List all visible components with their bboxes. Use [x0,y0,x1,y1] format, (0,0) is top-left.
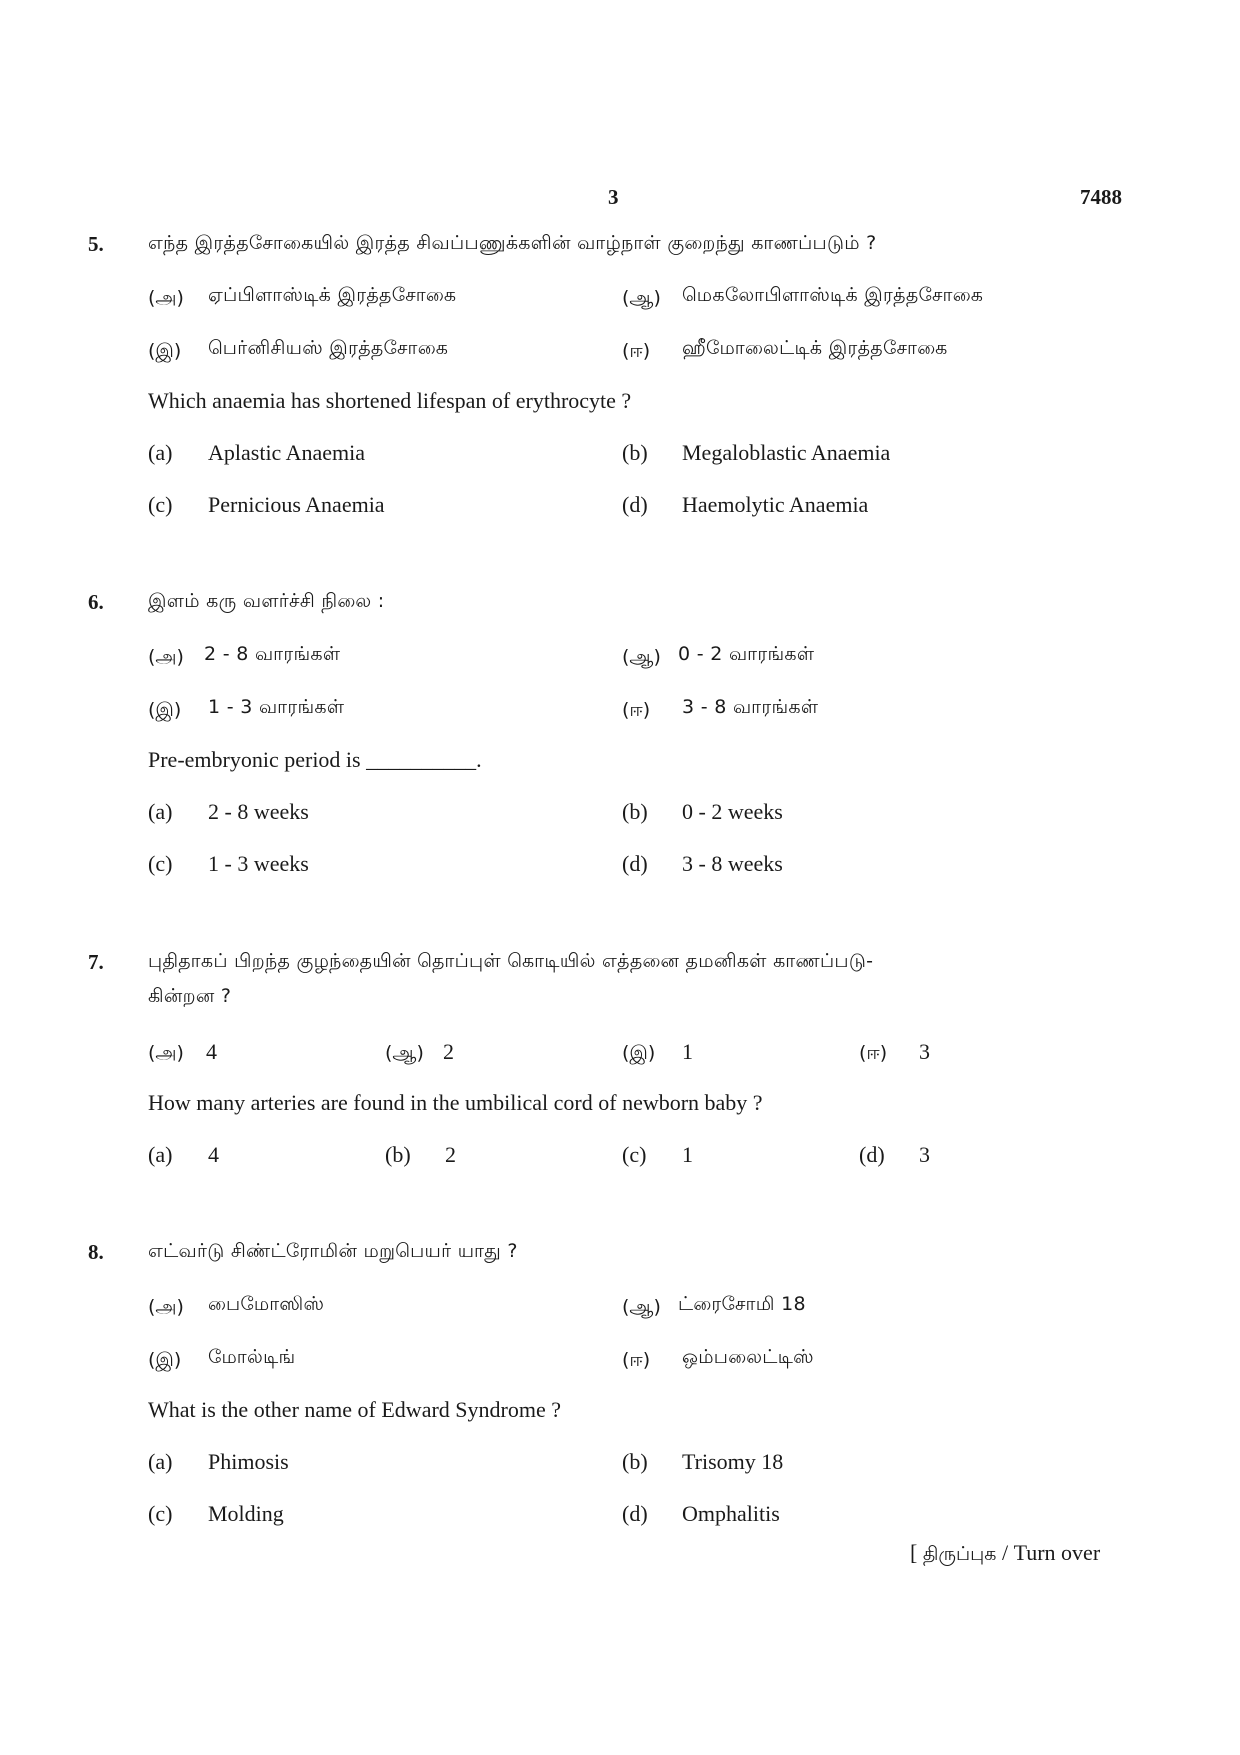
footer-tamil: திருப்புக [922,1543,997,1565]
tamil-option-a [148,284,457,312]
option-label: (a) [148,799,173,824]
footer-separator: / [1001,1540,1009,1565]
tamil-option-b [385,1039,454,1067]
option-label: (அ) [148,1296,184,1318]
option-text: 4 [206,1039,217,1064]
option-label: (ஆ) [622,287,661,309]
option-label: (ஆ) [622,1296,661,1318]
option-label: (ஆ) [622,646,661,668]
option-label: (ஈ) [859,1042,888,1064]
option-text: 3 - 8 weeks [682,851,783,876]
tamil-option-d [622,1346,814,1374]
tamil-option-c [622,1039,693,1067]
option-label: (b) [622,799,648,824]
english-option-d [859,1142,930,1168]
english-option-d [622,1501,780,1527]
english-option-c [622,1142,693,1168]
english-option-c [148,851,309,877]
english-option-c [148,1501,284,1527]
english-question: Which anaemia has shortened lifespan of erythrocyte ? [148,388,632,413]
english-option-a [148,1142,219,1168]
option-text: 2 - 8 வாரங்கள் [204,643,341,665]
english-question: What is the other name of Edward Syndrome ? [148,1397,561,1422]
tamil-option-c [148,337,449,365]
option-text: 1 - 3 வாரங்கள் [208,696,345,718]
option-label: (d) [622,1501,648,1526]
question-number: 5. [88,232,104,256]
option-label: (அ) [148,1042,184,1064]
option-text: Trisomy 18 [682,1449,784,1474]
option-text: 4 [208,1142,219,1167]
option-text: ட்ரைசோமி 18 [678,1293,806,1315]
option-text: 3 [919,1039,930,1064]
tamil-option-d [622,696,819,724]
question-number: 6. [88,590,104,614]
question-number: 8. [88,1240,104,1264]
option-label: (ஈ) [622,699,651,721]
option-label: (b) [622,440,648,465]
option-label: (c) [148,1501,173,1526]
option-text: Aplastic Anaemia [208,440,366,465]
footer-english: Turn over [1013,1540,1101,1565]
option-label: (a) [148,1142,173,1167]
option-label: (அ) [148,287,184,309]
english-option-b [622,440,891,466]
option-text: 0 - 2 weeks [682,799,783,824]
option-label: (d) [859,1142,885,1167]
option-label: (இ) [148,1349,182,1371]
english-option-d [622,851,783,877]
english-option-d [622,492,869,518]
option-text: 0 - 2 வாரங்கள் [678,643,815,665]
option-text: Omphalitis [682,1501,780,1526]
english-option-c [148,492,385,518]
english-option-b [622,1449,784,1475]
option-label: (d) [622,492,648,517]
option-text: மோல்டிங் [208,1346,296,1368]
paper-code: 7488 [1080,185,1122,209]
option-label: (a) [148,1449,173,1474]
option-label: (அ) [148,646,184,668]
tamil-question-line-1: புதிதாகப் பிறந்த குழந்தையின் தொப்புள் கொடியில் எத்தனை தமனிகள் காணப்படு- [148,950,874,972]
option-label: (a) [148,440,173,465]
option-label: (ஈ) [622,340,651,362]
english-option-a [148,440,366,466]
tamil-option-c [148,1346,296,1374]
question-number: 7. [88,950,104,974]
tamil-option-b [622,1293,806,1321]
option-label: (d) [622,851,648,876]
option-label: (c) [148,492,173,517]
tamil-option-b [622,643,815,671]
tamil-option-b [622,284,984,312]
tamil-option-a [148,1293,325,1321]
english-option-a [148,799,309,825]
option-text: 1 - 3 weeks [208,851,309,876]
english-question: How many arteries are found in the umbilical cord of newborn baby ? [148,1090,763,1115]
option-text: Molding [208,1501,284,1526]
option-label: (இ) [148,699,182,721]
option-text: மெகலோபிளாஸ்டிக் இரத்தசோகை [682,284,984,306]
footer-bracket: [ [910,1540,918,1565]
option-label: (ஆ) [385,1042,424,1064]
option-label: (ஈ) [622,1349,651,1371]
option-text: Megaloblastic Anaemia [682,440,891,465]
option-text: 2 [443,1039,454,1064]
option-text: 2 - 8 weeks [208,799,309,824]
english-option-a [148,1449,289,1475]
option-text: ஹீமோலைட்டிக் இரத்தசோகை [682,337,948,359]
option-text: Pernicious Anaemia [208,492,385,517]
option-text: 1 [682,1142,693,1167]
option-text: ஒம்பலைட்டிஸ் [682,1346,814,1368]
option-text: பைமோஸிஸ் [208,1293,325,1315]
tamil-question: இளம் கரு வளர்ச்சி நிலை : [148,590,385,612]
tamil-option-d [622,337,948,365]
english-option-b [385,1142,456,1168]
tamil-question: எட்வர்டு சிண்ட்ரோமின் மறுபெயர் யாது ? [148,1240,518,1262]
turn-over-note [910,1540,1100,1568]
option-label: (b) [385,1142,411,1167]
page-number: 3 [608,185,619,209]
tamil-question-line-2: கின்றன ? [148,985,232,1007]
option-text: 1 [682,1039,693,1064]
tamil-option-d [859,1039,930,1067]
tamil-option-a [148,643,341,671]
option-text: பெர்னிசியஸ் இரத்தசோகை [208,337,449,359]
option-text: Haemolytic Anaemia [682,492,869,517]
option-text: 3 [919,1142,930,1167]
english-question: Pre-embryonic period is __________. [148,747,482,772]
option-label: (c) [148,851,173,876]
tamil-option-c [148,696,345,724]
option-label: (இ) [622,1042,656,1064]
tamil-question: எந்த இரத்தசோகையில் இரத்த சிவப்பணுக்களின் வாழ்நாள் குறைந்து காணப்படும் ? [148,232,877,254]
option-text: 2 [445,1142,456,1167]
option-text: 3 - 8 வாரங்கள் [682,696,819,718]
option-text: ஏப்பிளாஸ்டிக் இரத்தசோகை [208,284,457,306]
option-label: (இ) [148,340,182,362]
option-label: (b) [622,1449,648,1474]
option-text: Phimosis [208,1449,289,1474]
english-option-b [622,799,783,825]
option-label: (c) [622,1142,647,1167]
tamil-option-a [148,1039,217,1067]
